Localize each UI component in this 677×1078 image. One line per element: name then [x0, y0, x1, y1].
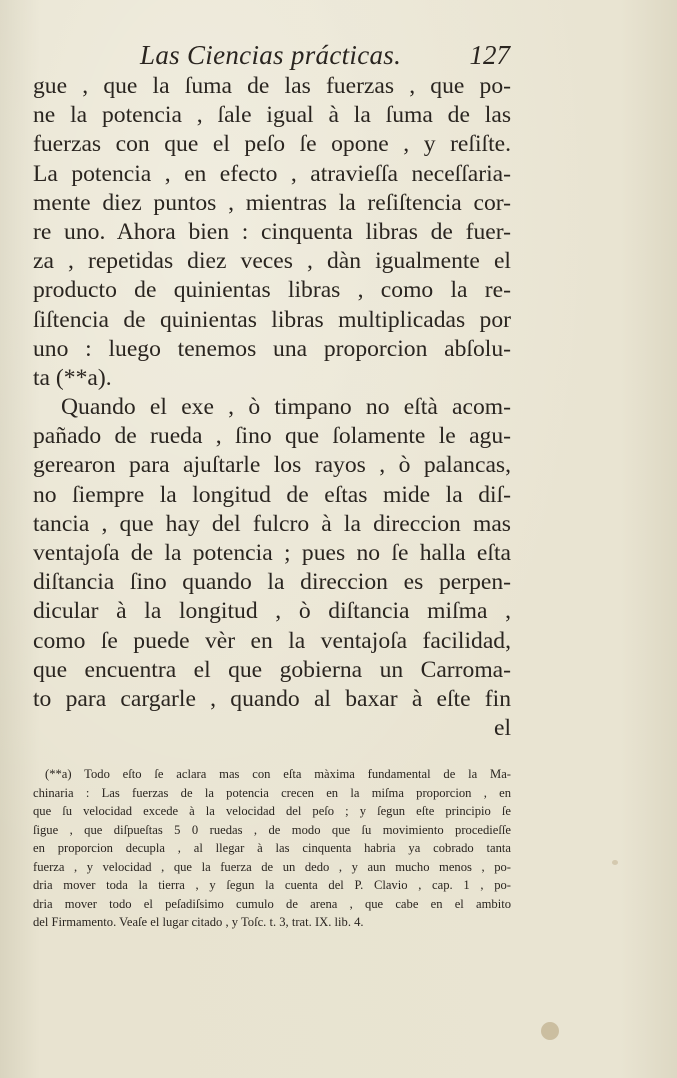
main-text — [33, 72, 511, 743]
footnote-line: ſigue , que diſpueſtas 5 0 ruedas , de modo que ſu movimiento procedieſſe — [33, 822, 511, 837]
text-line: como ſe puede vèr en la ventajoſa facilidad, — [33, 627, 511, 654]
footnote-line: fuerza , y velocidad , que la fuerza de un dedo , y aun mucho menos , po- — [33, 859, 511, 874]
foxing-stain — [612, 860, 618, 865]
text-line: to para cargarle , quando al baxar à eſte fin — [33, 685, 511, 712]
text-line: mente diez puntos , mientras la reſiſtencia cor- — [33, 189, 511, 216]
footnote-line: en proporcion decupla , al llegar à las cinquenta habria ya cobrado tanta — [33, 841, 511, 855]
footnote — [33, 765, 511, 932]
text-line: Quando el exe , ò timpano no eſtà acom- — [61, 394, 511, 421]
catchword: el — [493, 715, 511, 742]
text-line: ſiſtencia de quinientas libras multiplicadas por — [33, 306, 511, 333]
text-line: producto de quinientas libras , como la re- — [33, 277, 511, 304]
running-head: Las Ciencias prácticas. — [140, 40, 402, 70]
footnote-line: dria mover toda la tierra , y ſegun la cuenta del P. Clavio , cap. 1 , po- — [33, 878, 511, 892]
footnote-line: que ſu velocidad excede à la velocidad del peſo ; y ſegun eſte principio ſe — [33, 804, 511, 818]
footnote-line: chinaria : Las fuerzas de la potencia crecen en la miſma proporcion , en — [33, 785, 511, 800]
text-line: dicular à la longitud , ò diſtancia miſma , — [33, 598, 511, 625]
text-line: uno : luego tenemos una proporcion abſolu- — [33, 335, 511, 362]
text-line: ventajoſa de la potencia ; pues no ſe halla eſta — [33, 540, 511, 566]
foxing-stain — [541, 1022, 559, 1040]
text-line: La potencia , en efecto , atravieſſa neceſſaria- — [33, 160, 511, 187]
text-line: fuerzas con que el peſo ſe opone , y reſiſte. — [33, 131, 511, 158]
text-line: no ſiempre la longitud de eſtas mide la diſ- — [33, 481, 511, 508]
text-line: tancia , que hay del fulcro à la direccion mas — [33, 510, 511, 537]
text-line: ne la potencia , ſale igual à la ſuma de las — [33, 102, 511, 129]
text-line: ta (**a). — [33, 364, 112, 391]
footnote-line: (**a) Todo eſto ſe aclara mas con eſta màxima fundamental de la Ma- — [45, 767, 511, 781]
text-line: za , repetidas diez veces , dàn igualmente el — [33, 248, 511, 275]
text-line: que encuentra el que gobierna un Carroma- — [33, 656, 511, 683]
text-line: gue , que la ſuma de las fuerzas , que po- — [33, 73, 511, 99]
text-line: gerearon para ajuſtarle los rayos , ò palancas, — [33, 452, 511, 479]
footnote-line: dria mover todo el peſadiſsimo cumulo de arena , que cabe en el ambito — [33, 896, 511, 911]
text-line: re uno. Ahora bien : cinquenta libras de fuer- — [33, 218, 511, 245]
page-number: 127 — [469, 40, 510, 70]
text-line: pañado de rueda , ſino que ſolamente le agu- — [33, 423, 511, 450]
footnote-line: del Firmamento. Veaſe el lugar citado , y Toſc. t. 3, trat. IX. lib. 4. — [33, 915, 364, 929]
text-line: diſtancia ſino quando la direccion es perpen- — [33, 569, 511, 596]
